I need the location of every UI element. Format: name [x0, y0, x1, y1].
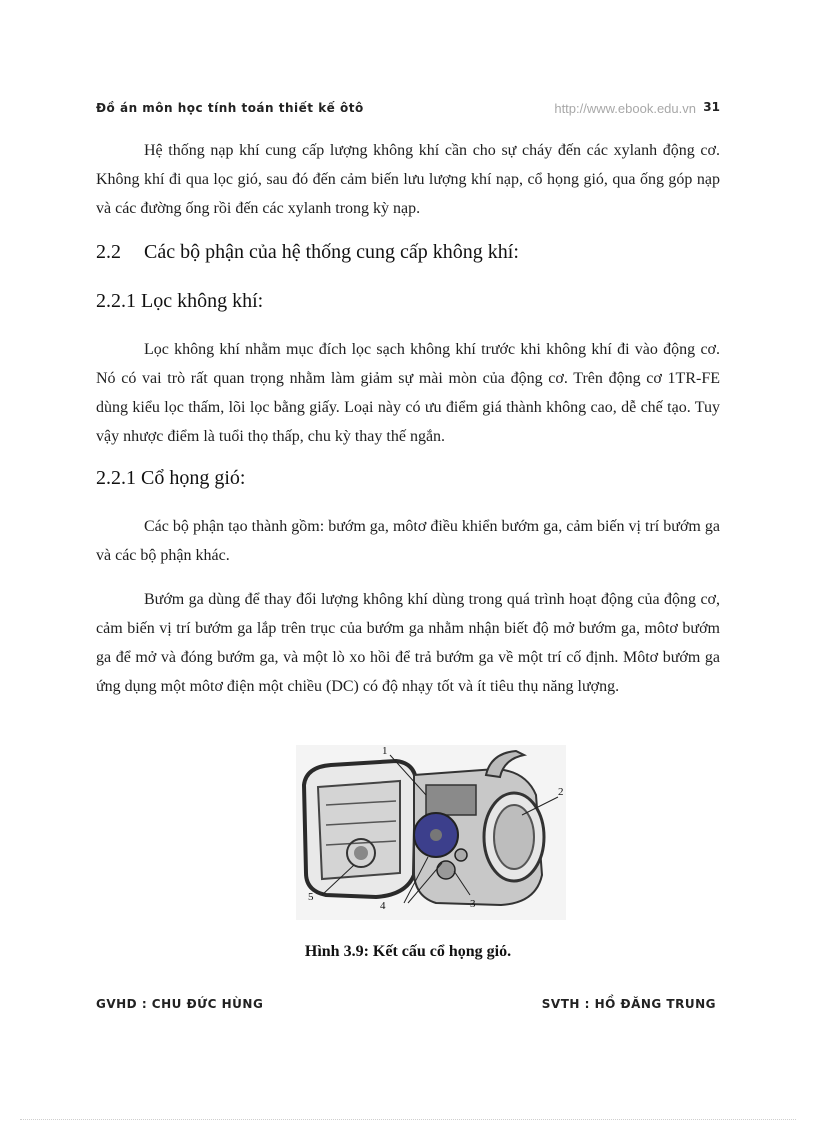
page-number: 31: [703, 100, 720, 114]
throttle-parts-paragraph: Các bộ phận tạo thành gồm: bướm ga, môtơ điều khiển bướm ga, cảm biến vị trí bướm ga và các bộ phận khác.: [96, 518, 720, 564]
figure-label-5: 5: [308, 891, 314, 903]
air-filter-paragraph: Lọc không khí nhằm mục đích lọc sạch không khí trước khi không khí đi vào động cơ. Nó có vai trò rất quan trọng nhằm làm giảm sự mài mòn của động cơ. Trên động cơ 1TR-FE dùng kiểu lọc thấm, lõi lọc bằng giấy. Loại này có ưu điểm giá thành không cao, dễ chế tạo. Tuy vậy nhược điểm là tuổi thọ thấp, chu kỳ thay thế ngắn.: [96, 341, 720, 445]
footer-student: SVTH : HỒ ĐĂNG TRUNG: [541, 997, 716, 1011]
figure-label-3: 3: [470, 898, 476, 910]
figure-label-4: 4: [380, 900, 386, 912]
page-bottom-divider: [20, 1119, 796, 1120]
section-heading-throttle-body: 2.2.1 Cổ họng gió:: [96, 467, 246, 489]
header-title: Đồ án môn học tính toán thiết kế ôtô: [96, 101, 364, 115]
section-heading-2-2: [96, 241, 519, 264]
figure-label-1: 1: [382, 745, 388, 757]
intro-paragraph: Hệ thống nạp khí cung cấp lượng không khí cần cho sự cháy đến các xylanh động cơ. Không khí đi qua lọc gió, sau đó đến cảm biến lưu lượng khí nạp, cổ họng gió, qua ống góp nạp và các đường ống rồi đến các xylanh trong kỳ nạp.: [96, 142, 720, 217]
throttle-function-paragraph: Bướm ga dùng để thay đổi lượng không khí dùng trong quá trình hoạt động của động cơ, cảm biến vị trí bướm ga lắp trên trục của bướm ga nhằm nhận biết độ mở bướm ga, môtơ bướm ga để mở và đóng bướm ga, và một lò xo hồi để trả bướm ga về một trí cố định. Môtơ bướm ga ứng dụng một môtơ điện một chiều (DC) có độ nhạy tốt và ít tiêu thụ năng lượng.: [96, 591, 720, 695]
throttle-cover: [304, 761, 416, 897]
figure-caption: Hình 3.9: Kết cấu cổ họng gió.: [304, 943, 512, 960]
figure-label-2: 2: [558, 786, 564, 798]
section-number: 2.2: [96, 241, 121, 263]
section-title: Các bộ phận của hệ thống cung cấp không khí:: [144, 241, 519, 263]
section-heading-air-filter: 2.2.1 Lọc không khí:: [96, 290, 264, 312]
header-url[interactable]: http://www.ebook.edu.vn: [554, 101, 696, 116]
footer-supervisor: GVHD : CHU ĐỨC HÙNG: [96, 997, 264, 1011]
page-header: [96, 101, 720, 121]
throttle-body-figure: [296, 745, 566, 920]
